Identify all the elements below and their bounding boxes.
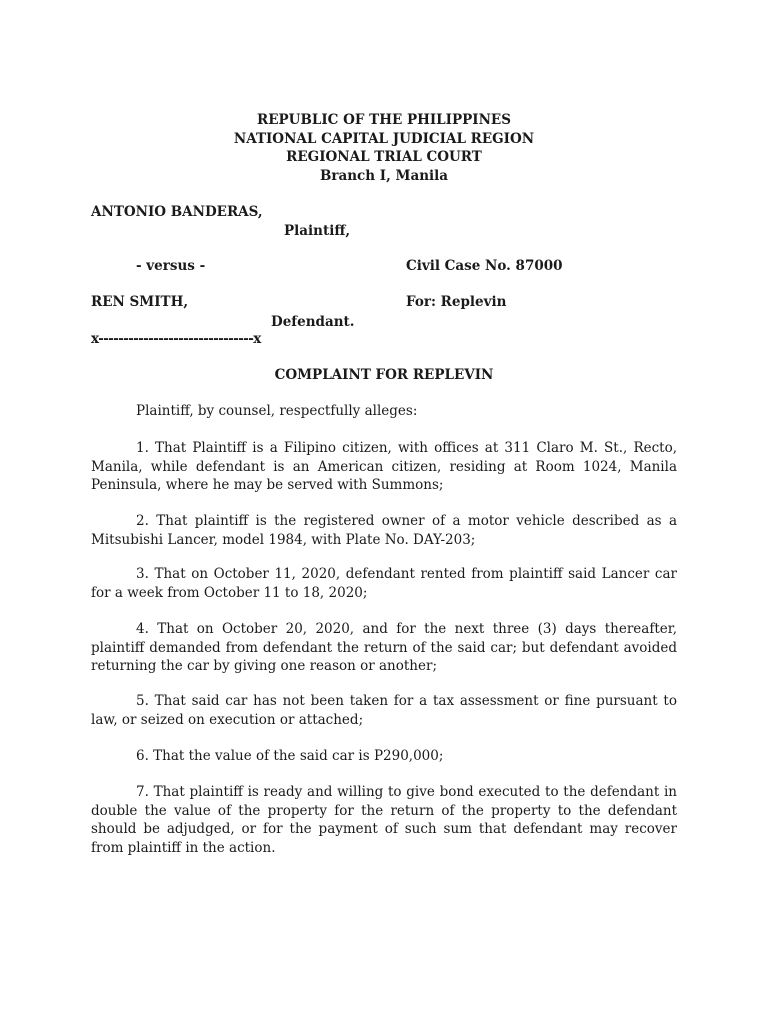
allegation-1: 1. That Plaintiff is a Filipino citizen, with offices at 311 Claro M. St., Recto, Manila, while defendant is an American citizen, residing at Room 1024, Manila Peninsula, where he may be served with Summons; (91, 440, 677, 493)
document-title: COMPLAINT FOR REPLEVIN (274, 367, 494, 383)
intro-paragraph: Plaintiff, by counsel, respectfully alleges: (136, 403, 418, 419)
plaintiff-label: Plaintiff, (284, 223, 351, 239)
allegation-5: 5. That said car has not been taken for a tax assessment or fine pursuant to law, or seized on execution or attached; (91, 693, 677, 728)
allegation-3: 3. That on October 11, 2020, defendant rented from plaintiff said Lancer car for a week from October 11 to 18, 2020; (91, 566, 677, 601)
case-number: Civil Case No. 87000 (406, 258, 563, 274)
header-region: NATIONAL CAPITAL JUDICIAL REGION (233, 130, 535, 147)
defendant-name: REN SMITH, (91, 294, 189, 310)
defendant-label: Defendant. (271, 314, 355, 330)
versus-label: - versus - (136, 258, 206, 274)
allegation-6: 6. That the value of the said car is P290,000; (136, 748, 444, 764)
allegation-2: 2. That plaintiff is the registered owner of a motor vehicle described as a Mitsubishi Lancer, model 1984, with Plate No. DAY-203; (91, 513, 677, 548)
header-branch: Branch I, Manila (319, 167, 449, 184)
plaintiff-name: ANTONIO BANDERAS, (91, 204, 263, 220)
allegation-4: 4. That on October 20, 2020, and for the next three (3) days thereafter, plaintiff demanded from defendant the return of the said car; but defendant avoided returning the car by giving one reason or another; (91, 621, 677, 674)
header-court: REGIONAL TRIAL COURT (286, 149, 482, 165)
allegation-7: 7. That plaintiff is ready and willing to give bond executed to the defendant in double the value of the property for the return of the property to the defendant should be adjudged, or for the payment of such sum that defendant may recover from plaintiff in the action. (91, 784, 677, 856)
court-header (0, 111, 768, 185)
caption-separator: x-------------------------------x (91, 331, 261, 347)
header-republic: REPUBLIC OF THE PHILIPPINES (257, 112, 511, 128)
case-for: For: Replevin (406, 294, 507, 310)
